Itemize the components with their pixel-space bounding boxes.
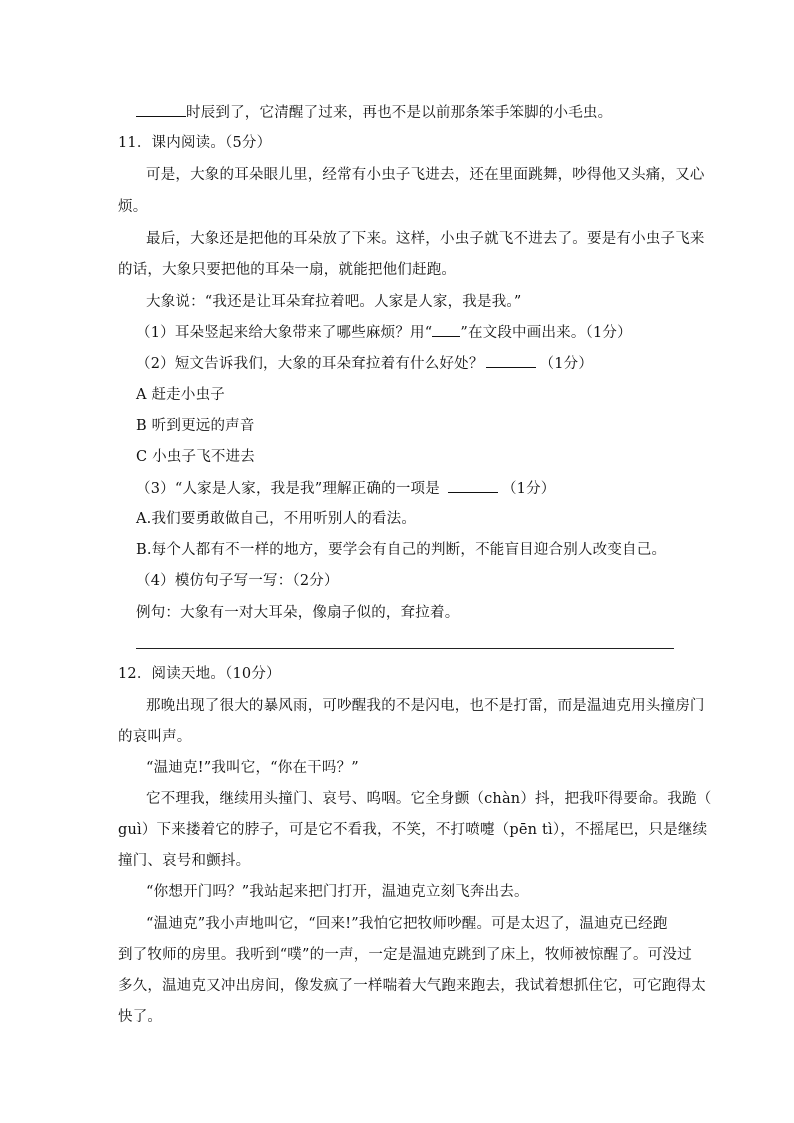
passage-1-line-1: 可是，大象的耳朵眼儿里，经常有小虫子飞进去，还在里面跳舞，吵得他又头痛，又心 — [146, 167, 705, 183]
reading-para-4: “你想开门吗？”我站起来把门打开，温迪克立刻飞奔出去。 — [146, 884, 529, 900]
passage-2-line-2: 的话，大象只要把他的耳朵一扇，就能把他们赶跑。 — [118, 262, 457, 278]
example-sentence: 例句：大象有一对大耳朵，像扇子似的，耷拉着。 — [136, 605, 460, 621]
underline-sample — [432, 322, 460, 337]
question-11-heading: 11．课内阅读。（5分） — [118, 135, 272, 151]
sub-question-2 — [136, 353, 593, 374]
passage-1-line-2: 烦。 — [118, 199, 148, 215]
reading-para-3-line-2: guì）下来搂着它的脖子，可是它不看我，不笑，不打喷嚏（pēn tì），不摇尾巴，只是继续 — [118, 822, 708, 838]
sub-question-1 — [136, 322, 632, 343]
answer-blank[interactable] — [448, 478, 498, 493]
reading-para-3-line-1: 它不理我，继续用头撞门、哀号、呜咽。它全身颤（chàn）抖，把我吓得要命。我跪（ — [146, 791, 712, 807]
option-3b: B.每个人都有不一样的地方，要学会有自己的判断，不能盲目迎合别人改变自己。 — [136, 542, 667, 558]
passage-3: 大象说：“我还是让耳朵耷拉着吧。人家是人家，我是我。” — [146, 294, 522, 310]
sub-question-4: （4）模仿句子写一写：（2分） — [136, 573, 339, 589]
reading-para-5-line-1: “温迪克”我小声地叫它，“回来!”我怕它把牧师吵醒。可是太迟了，温迪克已经跑 — [146, 916, 668, 932]
option-c: C 小虫子飞不进去 — [136, 449, 256, 465]
score-note: （1分） — [539, 356, 594, 372]
question-text: （3）“人家是人家，我是我”理解正确的一项是 — [136, 481, 440, 497]
reading-para-2: “温迪克!”我叫它，“你在干吗？” — [146, 760, 359, 776]
sub-question-3 — [136, 478, 555, 499]
sentence-text: 时辰到了，它清醒了过来，再也不是以前那条笨手笨脚的小毛虫。 — [186, 105, 613, 121]
question-text: （1）耳朵竖起来给大象带来了哪些麻烦？用“ — [136, 325, 433, 341]
answer-line-1 — [136, 102, 612, 123]
option-b: B 听到更远的声音 — [136, 418, 255, 434]
score-note: （1分） — [501, 481, 556, 497]
reading-para-5-line-3: 多久，温迪克又冲出房间，像发疯了一样喘着大气跑来跑去，我试着想抓住它，可它跑得太 — [118, 978, 706, 994]
reading-para-5-line-4: 快了。 — [118, 1009, 163, 1025]
question-12-heading: 12．阅读天地。（10分） — [118, 666, 281, 682]
option-a: A 赶走小虫子 — [136, 387, 225, 403]
question-text-end: ”在文段中画出来。（1分） — [460, 325, 632, 341]
fill-blank[interactable] — [136, 102, 186, 117]
option-3a: A.我们要勇敢做自己，不用听别人的看法。 — [136, 511, 417, 527]
reading-para-1-line-1: 那晚出现了很大的暴风雨，可吵醒我的不是闪电，也不是打雷，而是温迪克用头撞房门 — [146, 698, 705, 714]
reading-para-1-line-2: 的哀叫声。 — [118, 729, 192, 745]
answer-write-line[interactable] — [136, 648, 674, 649]
passage-2-line-1: 最后，大象还是把他的耳朵放了下来。这样，小虫子就飞不进去了。要是有小虫子飞来 — [146, 231, 705, 247]
question-text: （2）短文告诉我们，大象的耳朵耷拉着有什么好处？ — [136, 356, 484, 372]
answer-blank[interactable] — [486, 353, 536, 368]
reading-para-5-line-2: 到了牧师的房里。我听到“噗”的一声，一定是温迪克跳到了床上，牧师被惊醒了。可没过 — [118, 947, 692, 963]
reading-para-3-line-3: 撞门、哀号和颤抖。 — [118, 853, 251, 869]
